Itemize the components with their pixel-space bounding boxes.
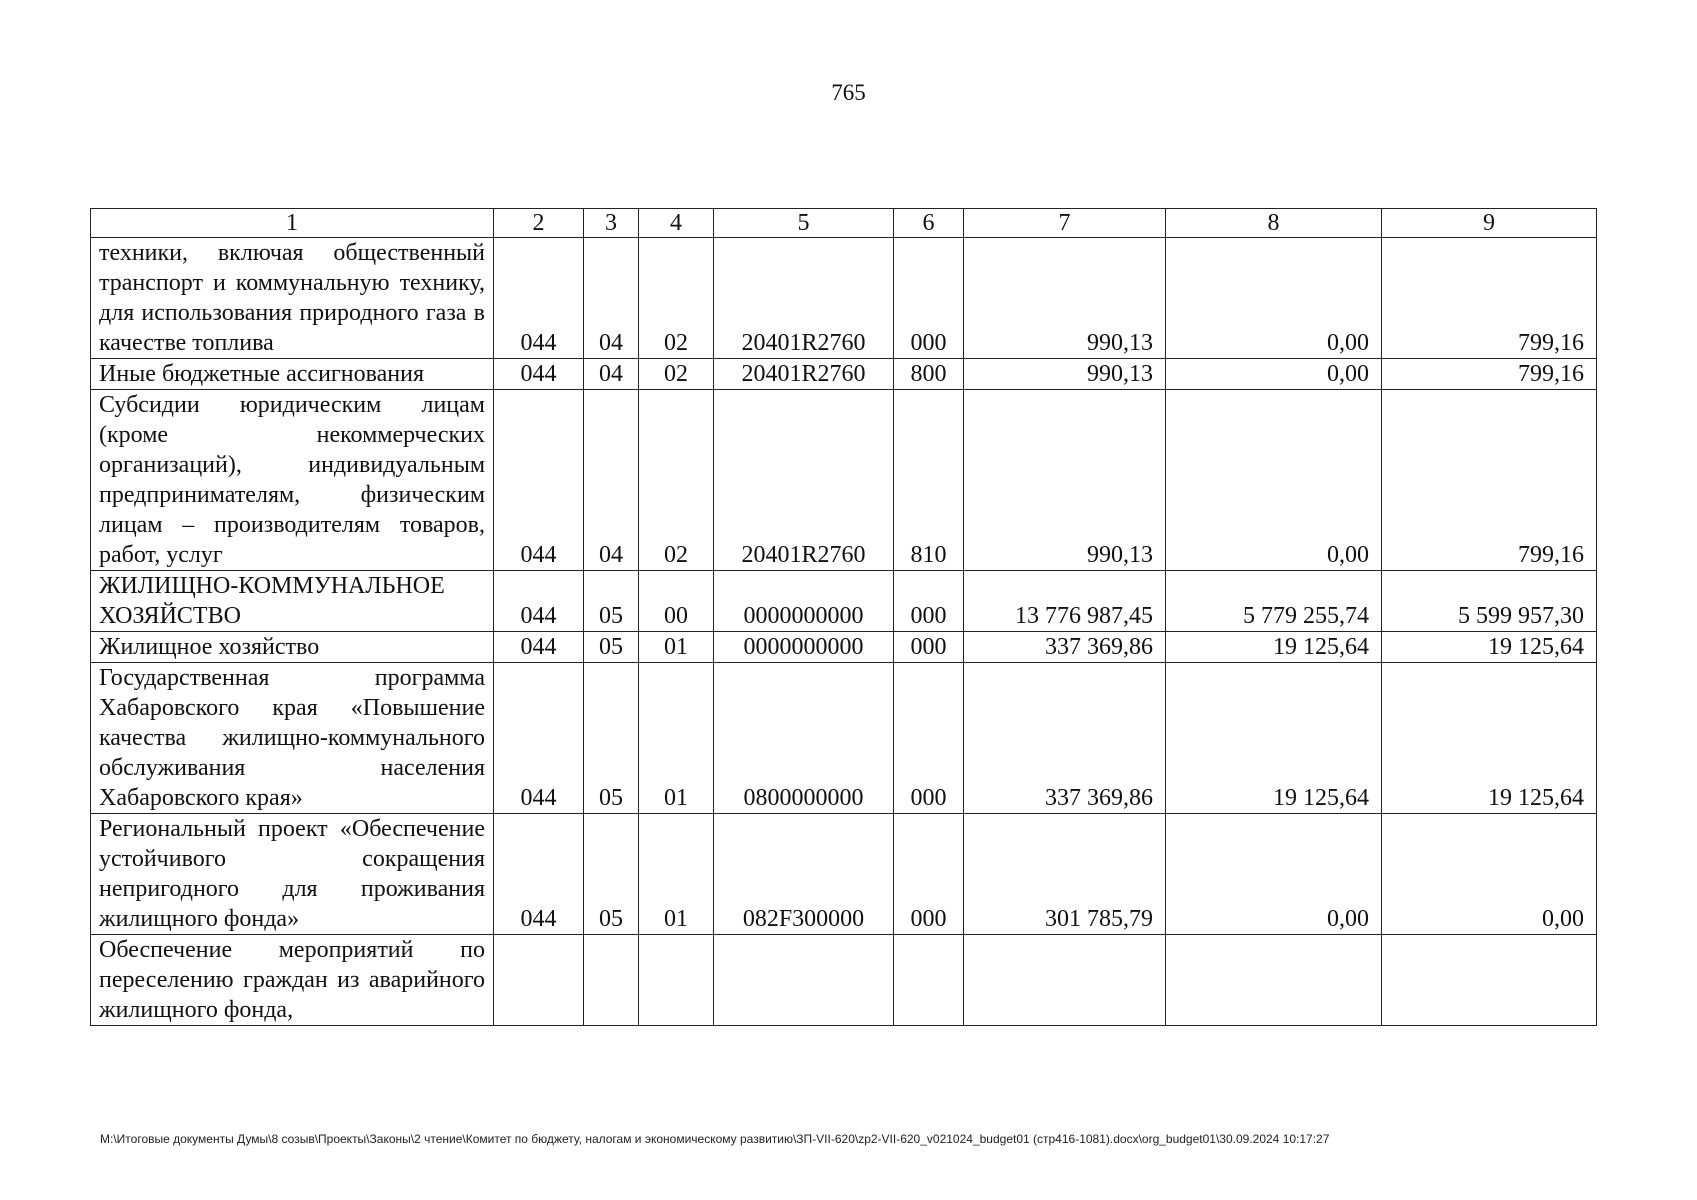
row-amount-col8-cell: 19 125,64 [1166,663,1382,814]
row-amount-col7-cell: 990,13 [964,390,1166,571]
row-admin-code-cell: 044 [494,238,584,359]
row-amount-col8-cell [1166,935,1382,1026]
row-expense-type-cell: 000 [894,571,964,632]
row-name-cell: ЖИЛИЩНО-КОММУНАЛЬНОЕ ХОЗЯЙСТВО [91,571,494,632]
row-admin-code-cell: 044 [494,632,584,663]
row-expense-type-cell: 000 [894,238,964,359]
table-row [91,359,1597,390]
header-col-5: 5 [714,209,894,238]
row-target-article-cell [714,935,894,1026]
row-amount-col9-cell: 19 125,64 [1382,663,1597,814]
row-amount-col9-cell: 5 599 957,30 [1382,571,1597,632]
row-name-cell: Иные бюджетные ассигнования [91,359,494,390]
table-row [91,632,1597,663]
budget-table [90,208,1597,1026]
row-target-article-cell: 20401R2760 [714,390,894,571]
row-target-article-cell: 0000000000 [714,632,894,663]
table-row [91,238,1597,359]
row-subsection-cell: 00 [639,571,714,632]
table-row [91,390,1597,571]
row-section-cell [584,935,639,1026]
row-expense-type-cell: 000 [894,632,964,663]
row-name-cell: техники, включая общественный транспорт и коммунальную технику, для использования природного газа в качестве топлива [91,238,494,359]
row-subsection-cell: 02 [639,359,714,390]
row-admin-code-cell: 044 [494,814,584,935]
row-admin-code-cell: 044 [494,571,584,632]
table-row [91,663,1597,814]
row-section-cell: 05 [584,632,639,663]
row-amount-col9-cell [1382,935,1597,1026]
row-subsection-cell: 01 [639,632,714,663]
row-subsection-cell: 01 [639,663,714,814]
row-amount-col8-cell: 0,00 [1166,359,1382,390]
row-amount-col7-cell: 13 776 987,45 [964,571,1166,632]
row-amount-col8-cell: 19 125,64 [1166,632,1382,663]
row-section-cell: 04 [584,238,639,359]
row-target-article-cell: 20401R2760 [714,238,894,359]
page-number: 765 [831,80,866,105]
row-admin-code-cell [494,935,584,1026]
header-col-2: 2 [494,209,584,238]
header-col-4: 4 [639,209,714,238]
table-row [91,814,1597,935]
row-section-cell: 05 [584,663,639,814]
row-admin-code-cell: 044 [494,359,584,390]
row-amount-col7-cell [964,935,1166,1026]
row-amount-col8-cell: 0,00 [1166,390,1382,571]
row-subsection-cell: 02 [639,238,714,359]
row-target-article-cell: 082F300000 [714,814,894,935]
row-amount-col9-cell: 799,16 [1382,359,1597,390]
row-amount-col9-cell: 799,16 [1382,238,1597,359]
row-target-article-cell: 0800000000 [714,663,894,814]
row-subsection-cell [639,935,714,1026]
row-amount-col7-cell: 990,13 [964,359,1166,390]
header-col-7: 7 [964,209,1166,238]
row-target-article-cell: 0000000000 [714,571,894,632]
row-amount-col7-cell: 301 785,79 [964,814,1166,935]
row-name-cell: Субсидии юридическим лицам (кроме некоммерческих организаций), индивидуальным предпринимателям, физическим лицам – производителям товаров, работ, услуг [91,390,494,571]
row-amount-col9-cell: 799,16 [1382,390,1597,571]
row-expense-type-cell [894,935,964,1026]
row-amount-col8-cell: 0,00 [1166,238,1382,359]
header-col-3: 3 [584,209,639,238]
row-name-cell: Жилищное хозяйство [91,632,494,663]
row-amount-col8-cell: 5 779 255,74 [1166,571,1382,632]
row-target-article-cell: 20401R2760 [714,359,894,390]
row-amount-col7-cell: 337 369,86 [964,632,1166,663]
header-col-8: 8 [1166,209,1382,238]
header-col-6: 6 [894,209,964,238]
row-expense-type-cell: 800 [894,359,964,390]
row-section-cell: 04 [584,390,639,571]
document-path-footer: M:\Итоговые документы Думы\8 созыв\Проекты\Законы\2 чтение\Комитет по бюджету, налогам и экономическому развитию\ЗП-VII-620\zp2-VII-620_v021024_budget01 (стр416-1081).docx\org_budget01\30.09.2024 10:17:27 [100,1132,1330,1146]
row-section-cell: 05 [584,571,639,632]
row-admin-code-cell: 044 [494,390,584,571]
row-name-cell: Обеспечение мероприятий по переселению граждан из аварийного жилищного фонда, [91,935,494,1026]
row-amount-col9-cell: 0,00 [1382,814,1597,935]
row-subsection-cell: 01 [639,814,714,935]
row-section-cell: 05 [584,814,639,935]
row-admin-code-cell: 044 [494,663,584,814]
row-expense-type-cell: 000 [894,663,964,814]
header-col-1: 1 [91,209,494,238]
row-amount-col7-cell: 337 369,86 [964,663,1166,814]
row-expense-type-cell: 000 [894,814,964,935]
table-row [91,935,1597,1026]
row-name-cell: Государственная программа Хабаровского края «Повышение качества жилищно-коммунального обслуживания населения Хабаровского края» [91,663,494,814]
row-section-cell: 04 [584,359,639,390]
row-name-cell: Региональный проект «Обеспечение устойчивого сокращения непригодного для проживания жилищного фонда» [91,814,494,935]
table-row [91,571,1597,632]
table-header-row [91,209,1597,238]
row-amount-col7-cell: 990,13 [964,238,1166,359]
row-amount-col8-cell: 0,00 [1166,814,1382,935]
row-expense-type-cell: 810 [894,390,964,571]
header-col-9: 9 [1382,209,1597,238]
row-subsection-cell: 02 [639,390,714,571]
row-amount-col9-cell: 19 125,64 [1382,632,1597,663]
